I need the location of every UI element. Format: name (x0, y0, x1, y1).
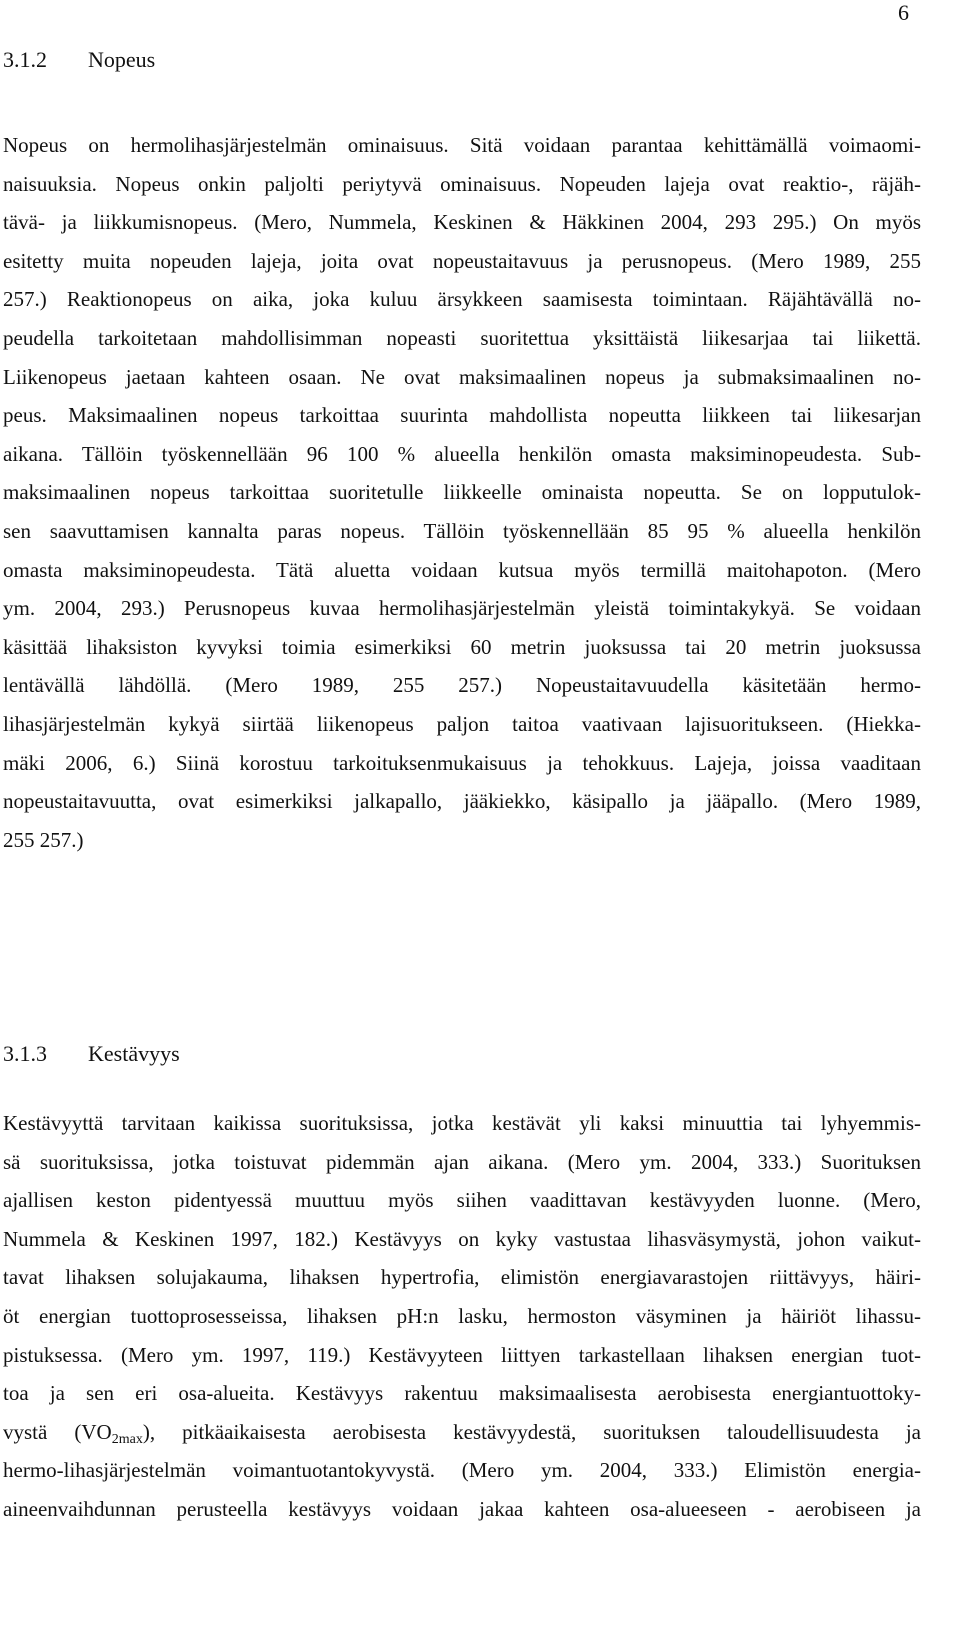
text-line: toa ja sen eri osa-alueita. Kestävyys rakentuu maksimaalisesta aerobisesta energiantuottoky- (3, 1381, 921, 1406)
text-line-vo2max (3, 1413, 921, 1452)
vo2-after: ), pitkäaikaisesta aerobisesta kestävyydestä, suorituksen taloudellisuudesta ja (142, 1419, 921, 1444)
page-number: 6 (898, 0, 909, 25)
text-line: Liikenopeus jaetaan kahteen osaan. Ne ovat maksimaalinen nopeus ja submaksimaalinen no- (3, 364, 921, 389)
paragraph-kestavyys (3, 1104, 921, 1529)
section-heading-nopeus (3, 47, 155, 73)
section-number: 3.1.3 (3, 1041, 47, 1066)
paragraph-nopeus (3, 126, 921, 859)
text-line: Nopeus on hermolihasjärjestelmän ominaisuus. Sitä voidaan parantaa kehittämällä voimaomi- (3, 133, 921, 157)
section-title: Nopeus (88, 47, 156, 72)
text-line: esitetty muita nopeuden lajeja, joita ovat nopeustaitavuus ja perusnopeus. (Mero 1989, 255 (3, 248, 921, 273)
text-line: 255 257.) (3, 827, 84, 852)
text-line: öt energian tuottoprosesseissa, lihaksen pH:n lasku, hermoston väsyminen ja häiriöt lihassu- (3, 1303, 921, 1328)
text-line: peudella tarkoitetaan mahdollisimman nopeasti suoritettua yksittäistä liikesarjaa tai liikettä. (3, 325, 921, 350)
text-line: sen saavuttamisen kannalta paras nopeus. Tällöin työskennellään 85 95 % alueella henkilön (3, 518, 921, 543)
text-line: lihasjärjestelmän kykyä siirtää liikenopeus paljon taitoa vaativaan lajisuoritukseen. (Hiekka- (3, 711, 921, 736)
text-line: Kestävyyttä tarvitaan kaikissa suorituksissa, jotka kestävät yli kaksi minuuttia tai lyhyemmis- (3, 1111, 921, 1135)
text-line: mäki 2006, 6.) Siinä korostuu tarkoituksenmukaisuus ja tehokkuus. Lajeja, joissa vaaditaan (3, 750, 921, 775)
text-line: aikana. Tällöin työskennellään 96 100 % alueella henkilön omasta maksiminopeudesta. Sub- (3, 441, 921, 466)
text-line: ajallisen keston pidentyessä muuttuu myös siihen vaadittavan kestävyyden luonne. (Mero, (3, 1188, 921, 1213)
text-line: lentävällä lähdöllä. (Mero 1989, 255 257.) Nopeustaitavuudella käsitetään hermo- (3, 673, 921, 698)
vo2-subscript: 2max (111, 1431, 143, 1447)
vo2-before: vystä (VO (3, 1419, 112, 1444)
text-line: sä suorituksissa, jotka toistuvat pidemmän ajan aikana. (Mero ym. 2004, 333.) Suorituksen (3, 1149, 921, 1174)
text-line: Nummela & Keskinen 1997, 182.) Kestävyys on kyky vastustaa lihasväsymystä, johon vaikut- (3, 1226, 921, 1251)
text-line: nopeustaitavuutta, ovat esimerkiksi jalkapallo, jääkiekko, käsipallo ja jääpallo. (Mero 1989, (3, 789, 921, 814)
text-line: hermo-lihasjärjestelmän voimantuotantokyvystä. (Mero ym. 2004, 333.) Elimistön energia- (3, 1458, 921, 1483)
section-heading-kestavyys (3, 1041, 180, 1067)
section-title: Kestävyys (88, 1041, 180, 1066)
text-line: maksimaalinen nopeus tarkoittaa suoritetulle liikkeelle ominaista nopeutta. Se on lopputulok- (3, 480, 921, 505)
section-number: 3.1.2 (3, 47, 47, 72)
text-line: omasta maksiminopeudesta. Tätä aluetta voidaan kutsua myös termillä maitohapoton. (Mero (3, 557, 921, 582)
text-line: naisuuksia. Nopeus onkin paljolti periytyvä ominaisuus. Nopeuden lajeja ovat reaktio-, räjäh- (3, 171, 921, 196)
text-line: tavat lihaksen solujakauma, lihaksen hypertrofia, elimistön energiavarastojen riittävyys, häiri- (3, 1265, 921, 1290)
text-line: pistuksessa. (Mero ym. 1997, 119.) Kestävyyteen liittyen tarkastellaan lihaksen energian tuot- (3, 1342, 921, 1367)
text-line: ym. 2004, 293.) Perusnopeus kuvaa hermolihasjärjestelmän yleistä toimintakykyä. Se voidaan (3, 596, 921, 621)
text-line: tävä- ja liikkumisnopeus. (Mero, Nummela, Keskinen & Häkkinen 2004, 293 295.) On myös (3, 210, 921, 235)
text-line: peus. Maksimaalinen nopeus tarkoittaa suurinta mahdollista nopeutta liikkeen tai liikesarjan (3, 403, 921, 428)
text-line: aineenvaihdunnan perusteella kestävyys voidaan jakaa kahteen osa-alueeseen - aerobiseen ja (3, 1496, 921, 1521)
text-line: 257.) Reaktionopeus on aika, joka kuluu ärsykkeen saamisesta toimintaan. Räjähtävällä no- (3, 287, 921, 312)
text-line: käsittää lihaksiston kyvyksi toimia esimerkiksi 60 metrin juoksussa tai 20 metrin juoksussa (3, 634, 921, 659)
